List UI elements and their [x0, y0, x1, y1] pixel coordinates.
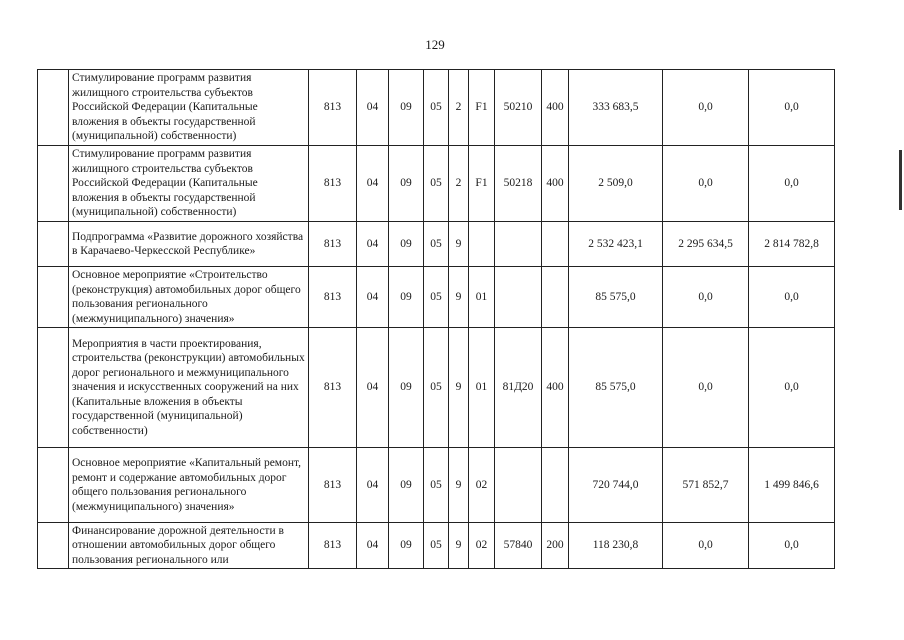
- program-code: 05: [424, 222, 449, 267]
- amount-year-1: 118 230,8: [569, 523, 663, 569]
- section-code: 04: [357, 448, 389, 523]
- ministry-code: 813: [309, 146, 357, 222]
- event-code: 02: [469, 448, 495, 523]
- row-index-cell: [38, 146, 69, 222]
- section-code: 04: [357, 523, 389, 569]
- item-name: Стимулирование программ развития жилищного строительства субъектов Российской Федерации (Капитальные вложения в объекты государственной (муниципальной) собственности): [69, 70, 309, 146]
- event-code: F1: [469, 70, 495, 146]
- amount-year-3: 1 499 846,6: [749, 448, 835, 523]
- subsection-code: 09: [389, 267, 424, 328]
- section-code: 04: [357, 70, 389, 146]
- amount-year-3: 0,0: [749, 146, 835, 222]
- table-row: [38, 222, 835, 267]
- direction-code: 81Д20: [495, 328, 542, 448]
- ministry-code: 813: [309, 267, 357, 328]
- subsection-code: 09: [389, 448, 424, 523]
- expense-type-code: [542, 222, 569, 267]
- program-code: 05: [424, 146, 449, 222]
- amount-year-1: 2 509,0: [569, 146, 663, 222]
- ministry-code: 813: [309, 222, 357, 267]
- amount-year-3: 0,0: [749, 328, 835, 448]
- table-row: [38, 70, 835, 146]
- row-index-cell: [38, 328, 69, 448]
- amount-year-2: 2 295 634,5: [663, 222, 749, 267]
- amount-year-3: 2 814 782,8: [749, 222, 835, 267]
- ministry-code: 813: [309, 70, 357, 146]
- table-row: [38, 267, 835, 328]
- expense-type-code: [542, 267, 569, 328]
- subsection-code: 09: [389, 70, 424, 146]
- event-code: [469, 222, 495, 267]
- program-code: 05: [424, 448, 449, 523]
- amount-year-3: 0,0: [749, 70, 835, 146]
- event-code: F1: [469, 146, 495, 222]
- subprogram-code: 2: [449, 70, 469, 146]
- section-code: 04: [357, 146, 389, 222]
- page-number: 129: [425, 37, 445, 52]
- amount-year-1: 2 532 423,1: [569, 222, 663, 267]
- subsection-code: 09: [389, 523, 424, 569]
- table-row: [38, 328, 835, 448]
- ministry-code: 813: [309, 328, 357, 448]
- subprogram-code: 9: [449, 222, 469, 267]
- direction-code: 50210: [495, 70, 542, 146]
- subprogram-code: 2: [449, 146, 469, 222]
- amount-year-3: 0,0: [749, 523, 835, 569]
- subprogram-code: 9: [449, 448, 469, 523]
- subprogram-code: 9: [449, 328, 469, 448]
- table-row: [38, 448, 835, 523]
- event-code: 01: [469, 328, 495, 448]
- expense-type-code: [542, 448, 569, 523]
- ministry-code: 813: [309, 448, 357, 523]
- subprogram-code: 9: [449, 523, 469, 569]
- expense-type-code: 200: [542, 523, 569, 569]
- amount-year-2: 0,0: [663, 328, 749, 448]
- amount-year-1: 85 575,0: [569, 267, 663, 328]
- amount-year-2: 0,0: [663, 267, 749, 328]
- scan-edge-mark: [899, 150, 902, 210]
- item-name: Основное мероприятие «Строительство (реконструкция) автомобильных дорог общего пользования регионального (межмуниципального) значения»: [69, 267, 309, 328]
- direction-code: 57840: [495, 523, 542, 569]
- amount-year-2: 0,0: [663, 523, 749, 569]
- ministry-code: 813: [309, 523, 357, 569]
- section-code: 04: [357, 267, 389, 328]
- table-row: [38, 146, 835, 222]
- amount-year-1: 720 744,0: [569, 448, 663, 523]
- program-code: 05: [424, 328, 449, 448]
- program-code: 05: [424, 70, 449, 146]
- item-name: Основное мероприятие «Капитальный ремонт, ремонт и содержание автомобильных дорог общего пользования регионального (межмуниципального) значения»: [69, 448, 309, 523]
- amount-year-2: 0,0: [663, 70, 749, 146]
- amount-year-1: 85 575,0: [569, 328, 663, 448]
- row-index-cell: [38, 70, 69, 146]
- direction-code: 50218: [495, 146, 542, 222]
- amount-year-3: 0,0: [749, 267, 835, 328]
- event-code: 02: [469, 523, 495, 569]
- subsection-code: 09: [389, 146, 424, 222]
- direction-code: [495, 448, 542, 523]
- row-index-cell: [38, 448, 69, 523]
- amount-year-2: 0,0: [663, 146, 749, 222]
- program-code: 05: [424, 523, 449, 569]
- item-name: Стимулирование программ развития жилищного строительства субъектов Российской Федерации (Капитальные вложения в объекты государственной (муниципальной) собственности): [69, 146, 309, 222]
- row-index-cell: [38, 523, 69, 569]
- subsection-code: 09: [389, 328, 424, 448]
- row-index-cell: [38, 267, 69, 328]
- item-name: Подпрограмма «Развитие дорожного хозяйства в Карачаево-Черкесской Республике»: [69, 222, 309, 267]
- item-name: Финансирование дорожной деятельности в отношении автомобильных дорог общего пользования регионального или: [69, 523, 309, 569]
- event-code: 01: [469, 267, 495, 328]
- section-code: 04: [357, 328, 389, 448]
- expense-type-code: 400: [542, 70, 569, 146]
- budget-table: [37, 69, 835, 569]
- direction-code: [495, 222, 542, 267]
- subprogram-code: 9: [449, 267, 469, 328]
- amount-year-1: 333 683,5: [569, 70, 663, 146]
- subsection-code: 09: [389, 222, 424, 267]
- expense-type-code: 400: [542, 146, 569, 222]
- table-row: [38, 523, 835, 569]
- item-name: Мероприятия в части проектирования, строительства (реконструкции) автомобильных дорог регионального и межмуниципального значения и искусственных сооружений на них (Капитальные вложения в объекты государственной (муниципальной) собственности): [69, 328, 309, 448]
- amount-year-2: 571 852,7: [663, 448, 749, 523]
- program-code: 05: [424, 267, 449, 328]
- section-code: 04: [357, 222, 389, 267]
- expense-type-code: 400: [542, 328, 569, 448]
- direction-code: [495, 267, 542, 328]
- row-index-cell: [38, 222, 69, 267]
